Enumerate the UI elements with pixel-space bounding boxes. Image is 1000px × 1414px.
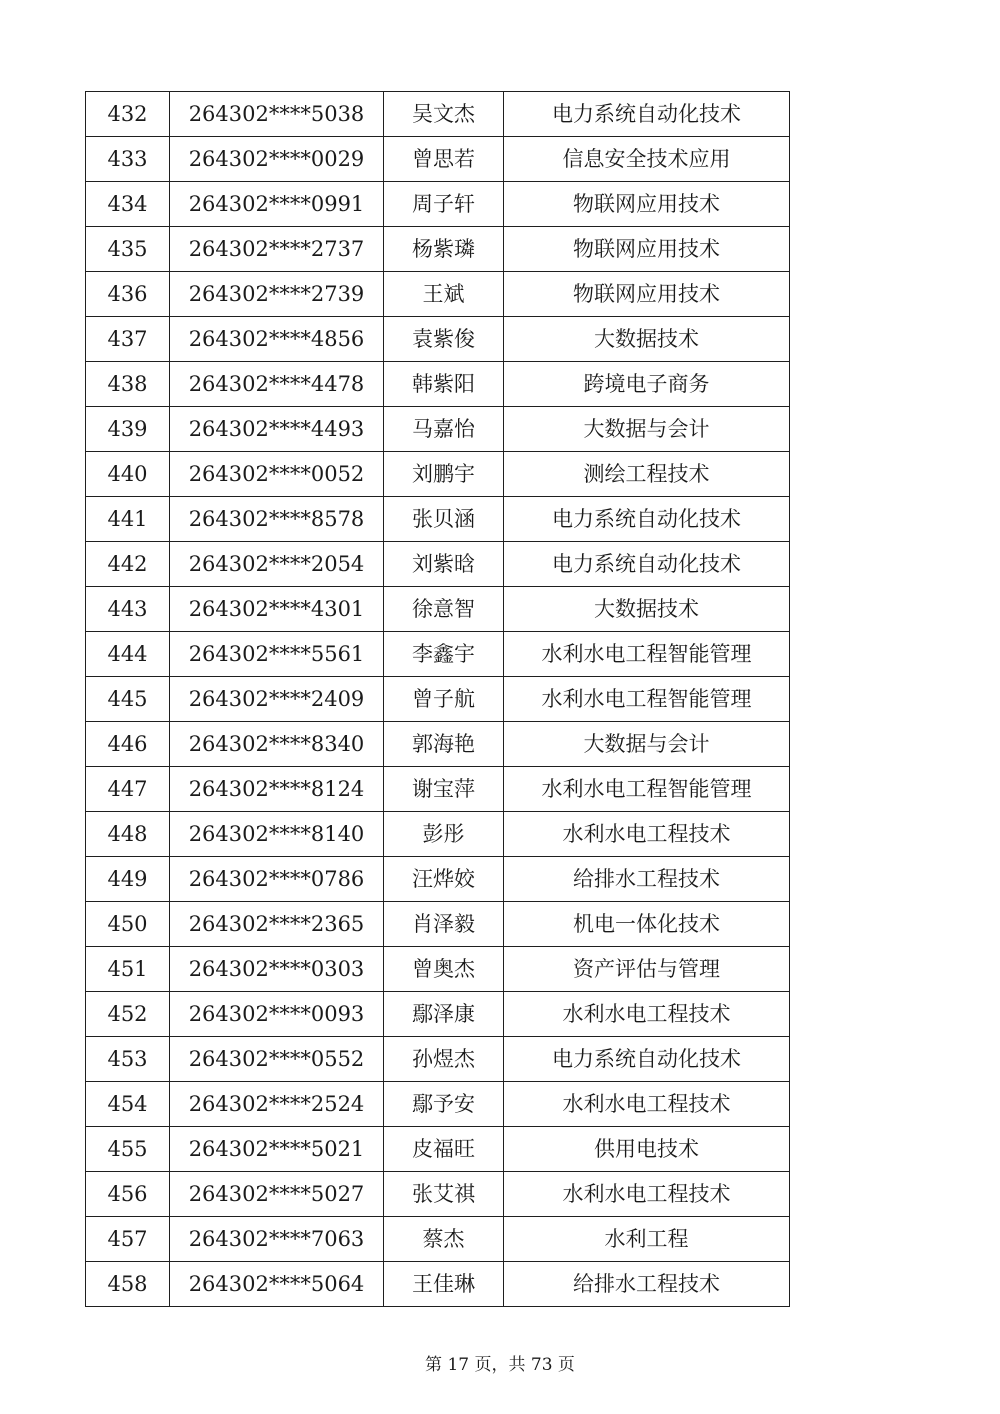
id-number-cell: 264302****2365	[170, 902, 384, 947]
row-number-cell: 447	[86, 767, 170, 812]
roster-table	[85, 91, 790, 1307]
major-cell: 大数据技术	[504, 317, 790, 362]
id-number-cell: 264302****0786	[170, 857, 384, 902]
student-name-cell: 周子轩	[384, 182, 504, 227]
major-cell: 电力系统自动化技术	[504, 497, 790, 542]
row-number-cell: 443	[86, 587, 170, 632]
table-row	[86, 812, 790, 857]
row-number-cell: 439	[86, 407, 170, 452]
row-number-cell: 441	[86, 497, 170, 542]
major-cell: 水利水电工程技术	[504, 992, 790, 1037]
table-row	[86, 317, 790, 362]
table-row	[86, 272, 790, 317]
student-name-cell: 彭彤	[384, 812, 504, 857]
row-number-cell: 434	[86, 182, 170, 227]
student-name-cell: 蔡杰	[384, 1217, 504, 1262]
row-number-cell: 432	[86, 92, 170, 137]
major-cell: 测绘工程技术	[504, 452, 790, 497]
major-cell: 物联网应用技术	[504, 182, 790, 227]
id-number-cell: 264302****2737	[170, 227, 384, 272]
student-name-cell: 谢宝萍	[384, 767, 504, 812]
major-cell: 水利水电工程技术	[504, 1172, 790, 1217]
id-number-cell: 264302****0093	[170, 992, 384, 1037]
major-cell: 水利水电工程智能管理	[504, 767, 790, 812]
row-number-cell: 433	[86, 137, 170, 182]
row-number-cell: 444	[86, 632, 170, 677]
row-number-cell: 438	[86, 362, 170, 407]
row-number-cell: 449	[86, 857, 170, 902]
major-cell: 跨境电子商务	[504, 362, 790, 407]
table-row	[86, 92, 790, 137]
student-name-cell: 杨紫璘	[384, 227, 504, 272]
major-cell: 供用电技术	[504, 1127, 790, 1172]
row-number-cell: 453	[86, 1037, 170, 1082]
table-row	[86, 407, 790, 452]
row-number-cell: 448	[86, 812, 170, 857]
row-number-cell: 457	[86, 1217, 170, 1262]
major-cell: 给排水工程技术	[504, 1262, 790, 1307]
table-row	[86, 632, 790, 677]
table-row	[86, 767, 790, 812]
major-cell: 水利水电工程技术	[504, 1082, 790, 1127]
student-name-cell: 吴文杰	[384, 92, 504, 137]
id-number-cell: 264302****4493	[170, 407, 384, 452]
row-number-cell: 446	[86, 722, 170, 767]
table-row	[86, 1127, 790, 1172]
major-cell: 给排水工程技术	[504, 857, 790, 902]
major-cell: 电力系统自动化技术	[504, 92, 790, 137]
id-number-cell: 264302****2409	[170, 677, 384, 722]
table-row	[86, 1082, 790, 1127]
row-number-cell: 450	[86, 902, 170, 947]
student-name-cell: 郭海艳	[384, 722, 504, 767]
student-name-cell: 张艾祺	[384, 1172, 504, 1217]
row-number-cell: 455	[86, 1127, 170, 1172]
id-number-cell: 264302****7063	[170, 1217, 384, 1262]
student-name-cell: 刘紫晗	[384, 542, 504, 587]
table-row	[86, 992, 790, 1037]
row-number-cell: 436	[86, 272, 170, 317]
major-cell: 物联网应用技术	[504, 227, 790, 272]
id-number-cell: 264302****5038	[170, 92, 384, 137]
student-name-cell: 李鑫宇	[384, 632, 504, 677]
student-name-cell: 汪烨姣	[384, 857, 504, 902]
row-number-cell: 435	[86, 227, 170, 272]
student-name-cell: 孙煜杰	[384, 1037, 504, 1082]
major-cell: 物联网应用技术	[504, 272, 790, 317]
table-row	[86, 857, 790, 902]
row-number-cell: 445	[86, 677, 170, 722]
table-row	[86, 452, 790, 497]
id-number-cell: 264302****0303	[170, 947, 384, 992]
student-name-cell: 马嘉怡	[384, 407, 504, 452]
table-row	[86, 1037, 790, 1082]
id-number-cell: 264302****0029	[170, 137, 384, 182]
major-cell: 水利水电工程智能管理	[504, 677, 790, 722]
id-number-cell: 264302****0052	[170, 452, 384, 497]
major-cell: 水利水电工程智能管理	[504, 632, 790, 677]
table-row	[86, 947, 790, 992]
student-name-cell: 曾子航	[384, 677, 504, 722]
student-name-cell: 肖泽毅	[384, 902, 504, 947]
row-number-cell: 458	[86, 1262, 170, 1307]
id-number-cell: 264302****2054	[170, 542, 384, 587]
student-name-cell: 袁紫俊	[384, 317, 504, 362]
table-row	[86, 362, 790, 407]
student-name-cell: 王佳琳	[384, 1262, 504, 1307]
table-row	[86, 587, 790, 632]
student-name-cell: 王斌	[384, 272, 504, 317]
student-name-cell: 曾思若	[384, 137, 504, 182]
roster-table-body	[86, 92, 790, 1307]
id-number-cell: 264302****4301	[170, 587, 384, 632]
major-cell: 机电一体化技术	[504, 902, 790, 947]
id-number-cell: 264302****5561	[170, 632, 384, 677]
table-row	[86, 497, 790, 542]
table-row	[86, 182, 790, 227]
table-row	[86, 677, 790, 722]
id-number-cell: 264302****8578	[170, 497, 384, 542]
student-name-cell: 皮福旺	[384, 1127, 504, 1172]
row-number-cell: 452	[86, 992, 170, 1037]
student-name-cell: 曾奥杰	[384, 947, 504, 992]
id-number-cell: 264302****0552	[170, 1037, 384, 1082]
major-cell: 水利工程	[504, 1217, 790, 1262]
table-row	[86, 1217, 790, 1262]
table-row	[86, 1172, 790, 1217]
id-number-cell: 264302****4856	[170, 317, 384, 362]
id-number-cell: 264302****5064	[170, 1262, 384, 1307]
major-cell: 电力系统自动化技术	[504, 1037, 790, 1082]
student-name-cell: 徐意智	[384, 587, 504, 632]
row-number-cell: 442	[86, 542, 170, 587]
student-name-cell: 鄢泽康	[384, 992, 504, 1037]
row-number-cell: 451	[86, 947, 170, 992]
page-footer: 第 17 页，共 73 页	[425, 1355, 575, 1375]
row-number-cell: 454	[86, 1082, 170, 1127]
major-cell: 资产评估与管理	[504, 947, 790, 992]
major-cell: 电力系统自动化技术	[504, 542, 790, 587]
major-cell: 信息安全技术应用	[504, 137, 790, 182]
table-row	[86, 1262, 790, 1307]
row-number-cell: 437	[86, 317, 170, 362]
id-number-cell: 264302****4478	[170, 362, 384, 407]
id-number-cell: 264302****5027	[170, 1172, 384, 1217]
table-row	[86, 227, 790, 272]
major-cell: 大数据与会计	[504, 722, 790, 767]
row-number-cell: 456	[86, 1172, 170, 1217]
table-row	[86, 542, 790, 587]
student-name-cell: 刘鹏宇	[384, 452, 504, 497]
student-name-cell: 鄢予安	[384, 1082, 504, 1127]
id-number-cell: 264302****5021	[170, 1127, 384, 1172]
major-cell: 大数据与会计	[504, 407, 790, 452]
id-number-cell: 264302****2524	[170, 1082, 384, 1127]
table-row	[86, 137, 790, 182]
table-row	[86, 722, 790, 767]
id-number-cell: 264302****8340	[170, 722, 384, 767]
id-number-cell: 264302****8140	[170, 812, 384, 857]
id-number-cell: 264302****8124	[170, 767, 384, 812]
major-cell: 水利水电工程技术	[504, 812, 790, 857]
row-number-cell: 440	[86, 452, 170, 497]
student-name-cell: 张贝涵	[384, 497, 504, 542]
student-name-cell: 韩紫阳	[384, 362, 504, 407]
id-number-cell: 264302****2739	[170, 272, 384, 317]
major-cell: 大数据技术	[504, 587, 790, 632]
table-row	[86, 902, 790, 947]
id-number-cell: 264302****0991	[170, 182, 384, 227]
